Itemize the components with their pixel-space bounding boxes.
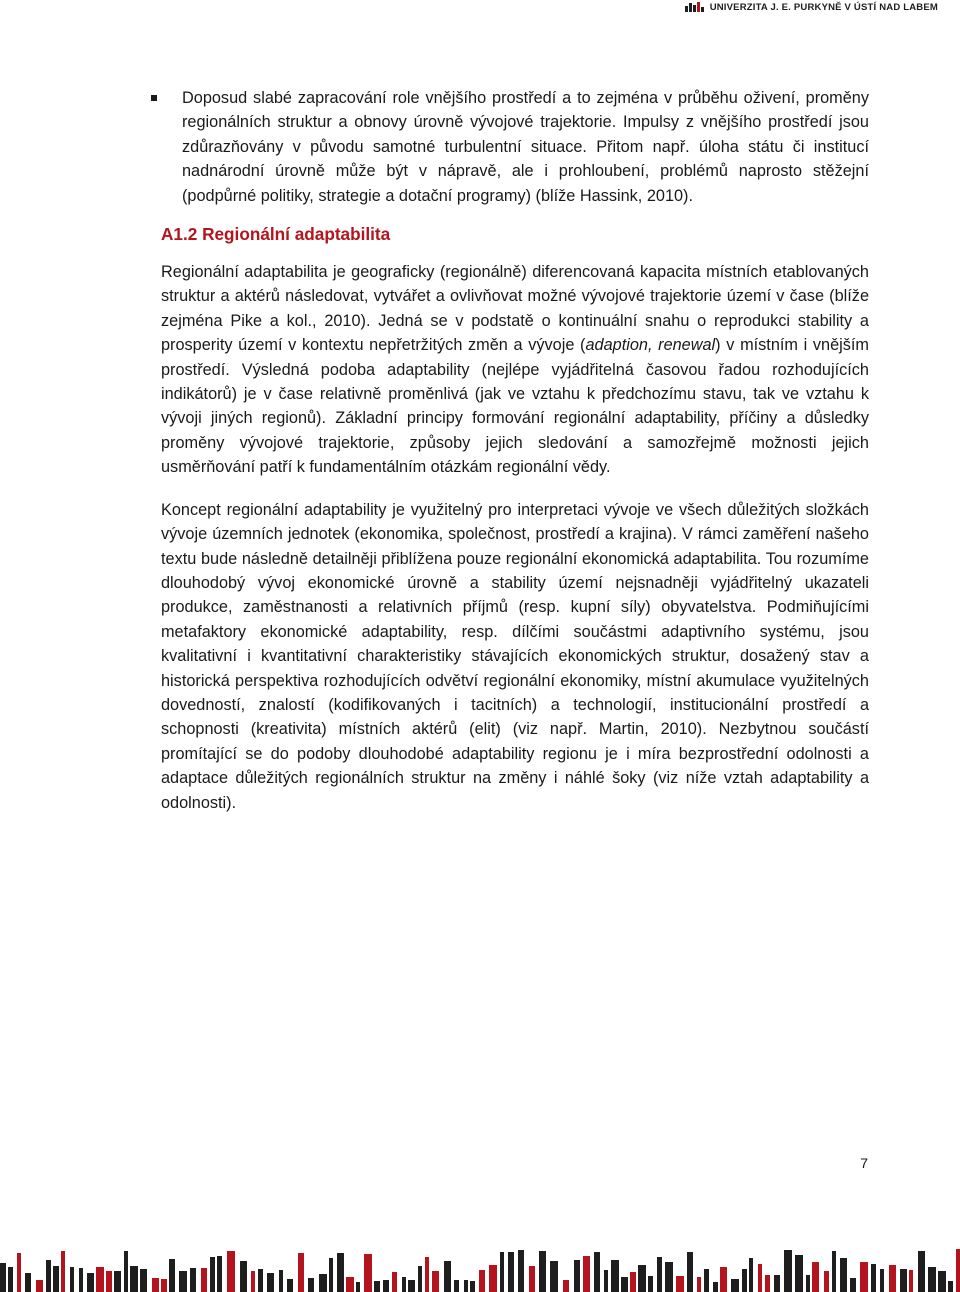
footer-bar bbox=[824, 1271, 829, 1292]
university-logo-icon bbox=[685, 2, 704, 12]
footer-bar bbox=[79, 1268, 83, 1292]
footer-bar bbox=[832, 1251, 836, 1292]
footer-bar bbox=[676, 1276, 684, 1292]
footer-bar bbox=[742, 1269, 747, 1292]
footer-bar bbox=[402, 1277, 406, 1292]
footer-bar bbox=[720, 1267, 727, 1292]
paragraph-2: Koncept regionální adaptability je využitelný pro interpretaci vývoje ve všech důležitých složkách vývoje územních jednotek (ekonomika, společnost, prostředí a krajina). V rámci zaměření našeho textu bude následně detailněji přiblížena pouze regionální ekonomická adaptabilita. Tou rozumíme dlouhodobý vývoj ekonomické úrovně a stability území nejsnadněji vyjádřitelný ukazateli produkce, zaměstnanosti a relativních příjmů (resp. kupní síly) obyvatelstva. Podmiňujícími metafaktory ekonomické adaptability, resp. dílčími součástmi adaptivního systému, jsou kvalitativní i kvantitativní charakteristiky stávajících ekonomických struktur, dosažený stav a historická perspektiva rozhodujících odvětví regionální ekonomiky, místní akumulace využitelných dovedností, znalostí (kodifikovaných i tacitních) a technologií, institucionální prostředí a schopnosti (kreativita) místních aktérů (elit) (viz např. Martin, 2010). Nezbytnou součástí promítající se do podoby dlouhodobé adaptability regionu je i míra bezprostřední odolnosti a adaptace důležitých regionálních struktur na změny i náhlé šoky (viz níže vztah adaptability a odolnosti). bbox=[161, 500, 869, 812]
footer-bar-pattern bbox=[0, 1246, 960, 1292]
footer-bar bbox=[574, 1260, 580, 1292]
footer-bar bbox=[464, 1280, 468, 1292]
footer-bar bbox=[479, 1270, 485, 1292]
footer-bar bbox=[267, 1273, 274, 1292]
footer-bar bbox=[210, 1257, 215, 1292]
footer-bar bbox=[374, 1281, 380, 1292]
footer-bar bbox=[657, 1257, 662, 1292]
footer-bar bbox=[889, 1265, 896, 1292]
footer-bar bbox=[152, 1278, 159, 1292]
footer-bar bbox=[604, 1270, 608, 1292]
footer-bar bbox=[621, 1277, 628, 1292]
footer-bar bbox=[860, 1262, 868, 1292]
footer-bar bbox=[508, 1252, 514, 1292]
university-name: UNIVERZITA J. E. PURKYNĚ V ÚSTÍ NAD LABEM bbox=[709, 1, 938, 13]
footer-bar bbox=[749, 1258, 753, 1292]
footer-bar bbox=[329, 1258, 333, 1292]
footer-bar bbox=[130, 1266, 138, 1292]
footer-bar bbox=[731, 1279, 739, 1292]
footer-bar bbox=[489, 1265, 497, 1292]
footer-bar bbox=[918, 1251, 925, 1292]
footer-bar bbox=[124, 1251, 128, 1292]
footer-bar bbox=[948, 1281, 953, 1292]
footer-bar bbox=[356, 1282, 360, 1292]
footer-bar bbox=[550, 1261, 558, 1292]
footer-bar bbox=[425, 1257, 429, 1292]
square-bullet-icon bbox=[151, 95, 157, 101]
footer-bar bbox=[61, 1251, 65, 1292]
footer-bar bbox=[114, 1271, 121, 1292]
bullet-text: Doposud slabé zapracování role vnějšího prostředí a to zejména v průběhu oživení, proměny regionálních struktur a obnovy úrovně vývojové trajektorie. Impulsy z vnějšího prostředí jsou zdůrazňovány v původu samotné turbulentní situace. Přitom např. úloha státu či institucí nadnárodní úrovně může být v nápravě, ale i prohloubení, problémů naprosto stěžejní (podpůrné politiky, strategie a dotační programy) (blíže Hassink, 2010). bbox=[182, 89, 869, 205]
footer-bar bbox=[444, 1261, 451, 1292]
footer-bar bbox=[518, 1250, 524, 1292]
footer-bar bbox=[765, 1275, 770, 1292]
footer-bar bbox=[106, 1271, 112, 1292]
university-logo bbox=[685, 1, 938, 13]
footer-bar bbox=[630, 1272, 636, 1292]
footer-bar bbox=[470, 1281, 475, 1292]
footer-bar bbox=[298, 1253, 304, 1292]
footer-bar bbox=[956, 1249, 960, 1292]
footer-bar bbox=[8, 1267, 13, 1292]
footer-bar bbox=[217, 1256, 222, 1292]
paragraph-1 bbox=[161, 260, 869, 480]
page-number: 7 bbox=[860, 1155, 868, 1171]
footer-bar bbox=[812, 1262, 819, 1292]
footer-bar bbox=[563, 1280, 569, 1292]
footer-bar bbox=[594, 1252, 600, 1292]
footer-bar bbox=[287, 1279, 293, 1292]
footer-bar bbox=[25, 1273, 31, 1292]
footer-bar bbox=[161, 1279, 167, 1292]
footer-bar bbox=[201, 1268, 207, 1292]
footer-bar bbox=[758, 1264, 762, 1292]
footer-bar bbox=[900, 1269, 907, 1292]
footer-bar bbox=[70, 1267, 74, 1292]
footer-bar bbox=[840, 1258, 847, 1292]
footer-bar bbox=[337, 1253, 344, 1292]
bullet-item bbox=[121, 86, 869, 208]
footer-bar bbox=[258, 1269, 263, 1292]
footer-bar bbox=[87, 1273, 94, 1292]
footer-bar bbox=[454, 1280, 459, 1292]
footer-bar bbox=[784, 1250, 792, 1292]
footer-bar bbox=[871, 1264, 876, 1292]
footer-bar bbox=[169, 1259, 175, 1292]
footer-bar bbox=[279, 1270, 283, 1292]
footer-bar bbox=[638, 1265, 646, 1292]
footer-bar bbox=[850, 1278, 856, 1292]
footer-bar bbox=[687, 1252, 693, 1292]
footer-bar bbox=[251, 1271, 255, 1292]
document-body bbox=[161, 86, 869, 833]
footer-bar bbox=[529, 1266, 535, 1292]
footer-bar bbox=[928, 1267, 936, 1292]
footer-bar bbox=[308, 1278, 314, 1292]
footer-bar bbox=[806, 1275, 810, 1292]
paragraph-1-part-b: ) v místním i vnějším prostředí. Výsledná podoba adaptability (nejlépe vyjádřitelná časovou řadou rozhodujících indikátorů) je v čase relativně proměnlivá (jak ve vztahu k předchozímu stavu, tak ve vztahu k vývoji jiných regionů). Základní principy formování regionální adaptability, příčiny a důsledky proměny vývojové trajektorie, způsoby jejich sledování a samozřejmě možnosti jejich usměrňování patří k fundamentálním otázkám regionální vědy. bbox=[161, 336, 869, 477]
footer-bar bbox=[319, 1274, 327, 1292]
footer-bar bbox=[704, 1269, 709, 1292]
footer-bar bbox=[697, 1277, 701, 1292]
footer-bar bbox=[227, 1251, 235, 1292]
footer-bar bbox=[17, 1253, 21, 1292]
footer-bar bbox=[539, 1251, 546, 1292]
footer-bar bbox=[880, 1269, 884, 1292]
footer-bar bbox=[179, 1271, 187, 1292]
section-heading: A1.2 Regionální adaptabilita bbox=[161, 224, 391, 245]
footer-bar bbox=[240, 1261, 247, 1292]
footer-bar bbox=[383, 1280, 389, 1292]
footer-bar bbox=[140, 1269, 147, 1292]
footer-bar bbox=[583, 1256, 590, 1292]
footer-bar bbox=[665, 1262, 673, 1292]
footer-bar bbox=[611, 1260, 619, 1292]
footer-bar bbox=[938, 1271, 946, 1292]
paragraph-1-part-a: Regionální adaptabilita je geograficky (regionálně) diferencovaná kapacita místních etablovaných struktur a aktérů následovat, vytvářet a ovlivňovat možné vývojové trajektorie území v čase (blíže zejména Pike a kol., 2010). Jedná se v podstatě o kontinuální snahu o reprodukci stability a prosperity území v kontextu nepřetržitých změn a vývoje ( bbox=[161, 263, 869, 355]
paragraph-1-italic: adaption, renewal bbox=[585, 336, 716, 355]
footer-bar bbox=[909, 1270, 913, 1292]
footer-bar bbox=[53, 1266, 59, 1292]
footer-bar bbox=[500, 1252, 504, 1292]
footer-bar bbox=[648, 1276, 653, 1292]
footer-bar bbox=[774, 1275, 780, 1292]
footer-bar bbox=[36, 1280, 43, 1292]
footer-bar bbox=[96, 1267, 104, 1292]
footer-bar bbox=[190, 1268, 196, 1292]
footer-bar bbox=[432, 1271, 439, 1292]
footer-bar bbox=[0, 1263, 6, 1292]
footer-bar bbox=[795, 1255, 803, 1292]
footer-bar bbox=[713, 1282, 718, 1292]
footer-bar bbox=[392, 1272, 397, 1292]
footer-bar bbox=[364, 1254, 372, 1292]
footer-bar bbox=[346, 1277, 354, 1292]
footer-bar bbox=[418, 1266, 422, 1292]
footer-bar bbox=[408, 1280, 415, 1292]
footer-bar bbox=[46, 1260, 51, 1292]
